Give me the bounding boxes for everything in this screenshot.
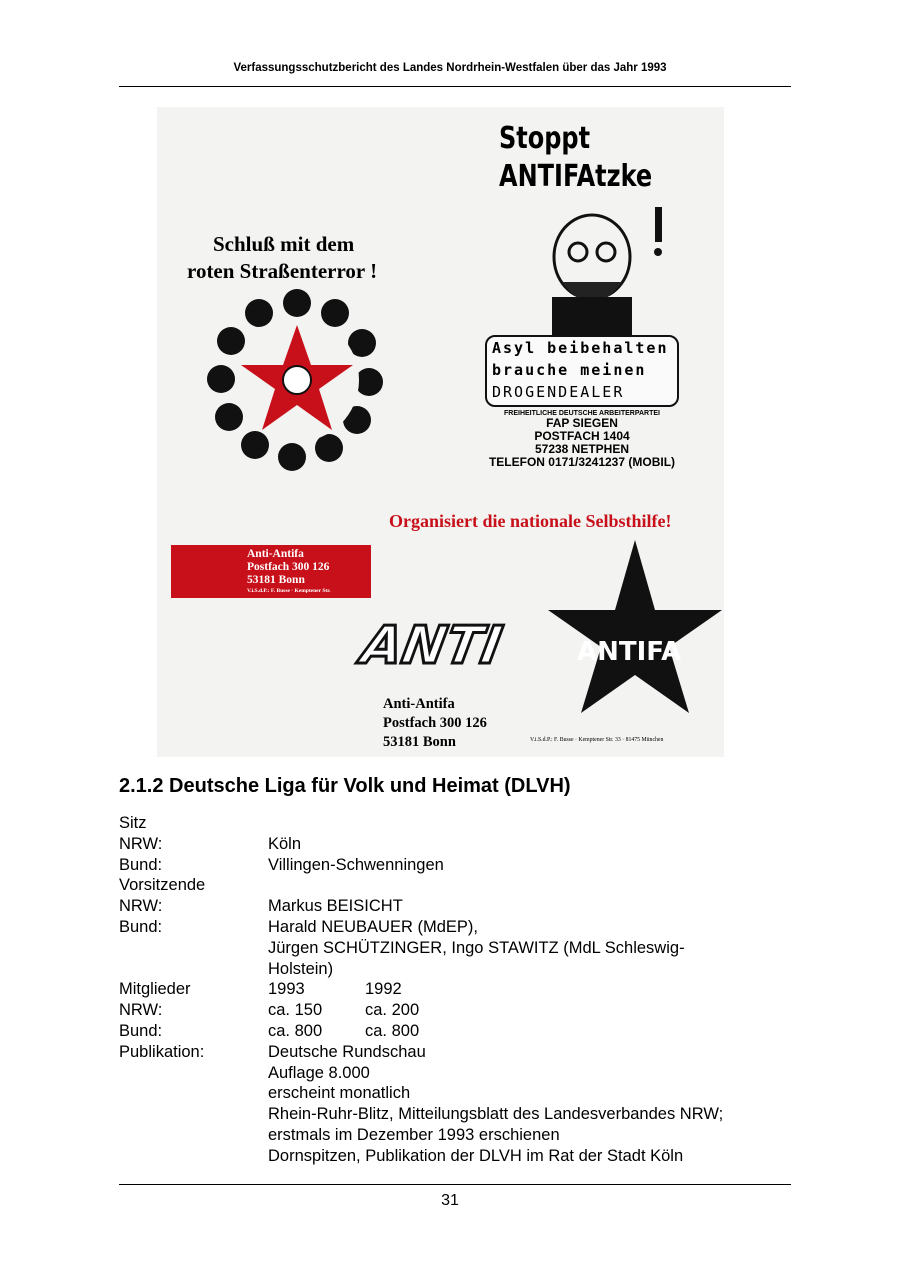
fap-text: POSTFACH 1404 [534,429,630,443]
fact-label: NRW: [119,897,163,916]
flyer-red-slogan: Organisiert die nationale Selbsthilfe! [389,511,672,531]
fact-row [119,855,723,876]
fact-label [119,1125,268,1146]
fap-text: 57238 NETPHEN [534,442,630,456]
fact-label: Mitglieder [119,980,191,999]
fact-value: ca. 200 [365,1001,420,1020]
fact-row [119,1104,723,1125]
fact-row [119,813,723,834]
fact-row [119,1146,723,1167]
fact-label [119,959,268,980]
fact-row [119,1083,723,1104]
fact-row [119,959,723,980]
fact-label: Sitz [119,814,147,832]
fact-row [119,834,723,855]
fact-label: NRW: [119,834,163,853]
address-line: Postfach 300 126 [383,715,487,731]
fact-value: Auflage 8.000 [268,1063,370,1082]
fact-label [119,1146,268,1167]
fact-value: 1993 [268,980,305,999]
running-header: Verfassungsschutzbericht des Landes Nordrhein-Westfalen über das Jahr 1993 [233,62,667,74]
section-title: 2.1.2 Deutsche Liga für Volk und Heimat (DLVH) [119,775,571,797]
fact-value: Holstein) [268,959,334,978]
fact-row [119,1021,723,1042]
red-address-box [171,545,371,598]
fact-value: erstmals im Dezember 1993 erschienen [268,1125,560,1144]
fact-value: Rhein-Ruhr-Blitz, Mitteilungsblatt des Landesverbandes NRW; [268,1105,724,1124]
dlvh-facts [119,813,723,1167]
fact-label [119,938,268,959]
fact-value: ca. 150 [268,1001,323,1020]
speech-text: DROGENDEALER [492,383,625,401]
fact-row [119,1042,723,1063]
fact-value: Dornspitzen, Publikation der DLVH im Rat der Stadt Köln [268,1146,684,1165]
fact-row [119,875,723,896]
address-line: Anti-Antifa [247,548,304,560]
fact-value: ca. 800 [365,1021,420,1040]
fact-row [119,1063,723,1084]
address-line: Anti-Antifa [383,696,455,712]
speech-text: brauche meinen [492,361,647,379]
fact-row [119,1125,723,1146]
fact-label: Bund: [119,855,163,874]
anti-antifa-logo-icon [357,535,722,715]
imprint-line: V.i.S.d.P.: F. Busse · Kemptener Str. [247,588,331,594]
fact-label [119,1083,268,1104]
flyer-headline: ANTIFAtzke [499,159,653,194]
imprint-line: V.i.S.d.P.: F. Busse · Kemptener Str. 33 · 81475 München [530,737,664,743]
flyer-scan [157,107,724,757]
fact-row [119,896,723,917]
fact-row [119,917,723,938]
address-line: 53181 Bonn [383,734,456,750]
header-rule [119,86,791,87]
fact-label: Bund: [119,1021,163,1040]
fact-row [119,938,723,959]
svg-text:ANTIFA: ANTIFA [577,637,682,667]
fact-value: Markus BEISICHT [268,897,403,916]
page-number: 31 [441,1192,459,1209]
flyer-slogan: roten Straßenterror ! [187,259,378,283]
fact-label [119,1104,268,1125]
svg-text:ANTI: ANTI [357,615,507,676]
fact-row [119,979,723,1000]
red-star-emblem-icon [207,285,387,475]
address-line: Postfach 300 126 [247,561,330,573]
fact-value: Deutsche Rundschau [268,1042,426,1061]
fact-label: Vorsitzende [119,876,206,895]
flyer-slogan: Schluß mit dem [213,232,355,256]
caricature-illustration-icon [492,202,692,342]
fact-label [119,1063,268,1084]
fact-value: ca. 800 [268,1021,323,1040]
fact-label: Bund: [119,917,163,936]
address-line: 53181 Bonn [247,574,305,586]
fact-value: Köln [268,834,302,853]
fap-text: FAP SIEGEN [546,416,618,430]
fact-label: NRW: [119,1001,163,1020]
fact-label: Publikation: [119,1042,205,1061]
fact-value: 1992 [365,980,402,999]
fact-value: Harald NEUBAUER (MdEP), [268,917,478,936]
fact-value: Villingen-Schwenningen [268,855,444,874]
fact-row [119,1000,723,1021]
flyer-headline: Stoppt [499,121,591,156]
fap-text: FREIHEITLICHE DEUTSCHE ARBEITERPARTEI [504,410,660,417]
fact-value: Jürgen SCHÜTZINGER, Ingo STAWITZ (MdL Schleswig- [268,938,685,957]
fap-text: TELEFON 0171/3241237 (MOBIL) [488,455,676,469]
fact-value: erscheint monatlich [268,1084,411,1103]
speech-text: Asyl beibehalten [492,339,669,357]
footer-rule [119,1184,791,1185]
